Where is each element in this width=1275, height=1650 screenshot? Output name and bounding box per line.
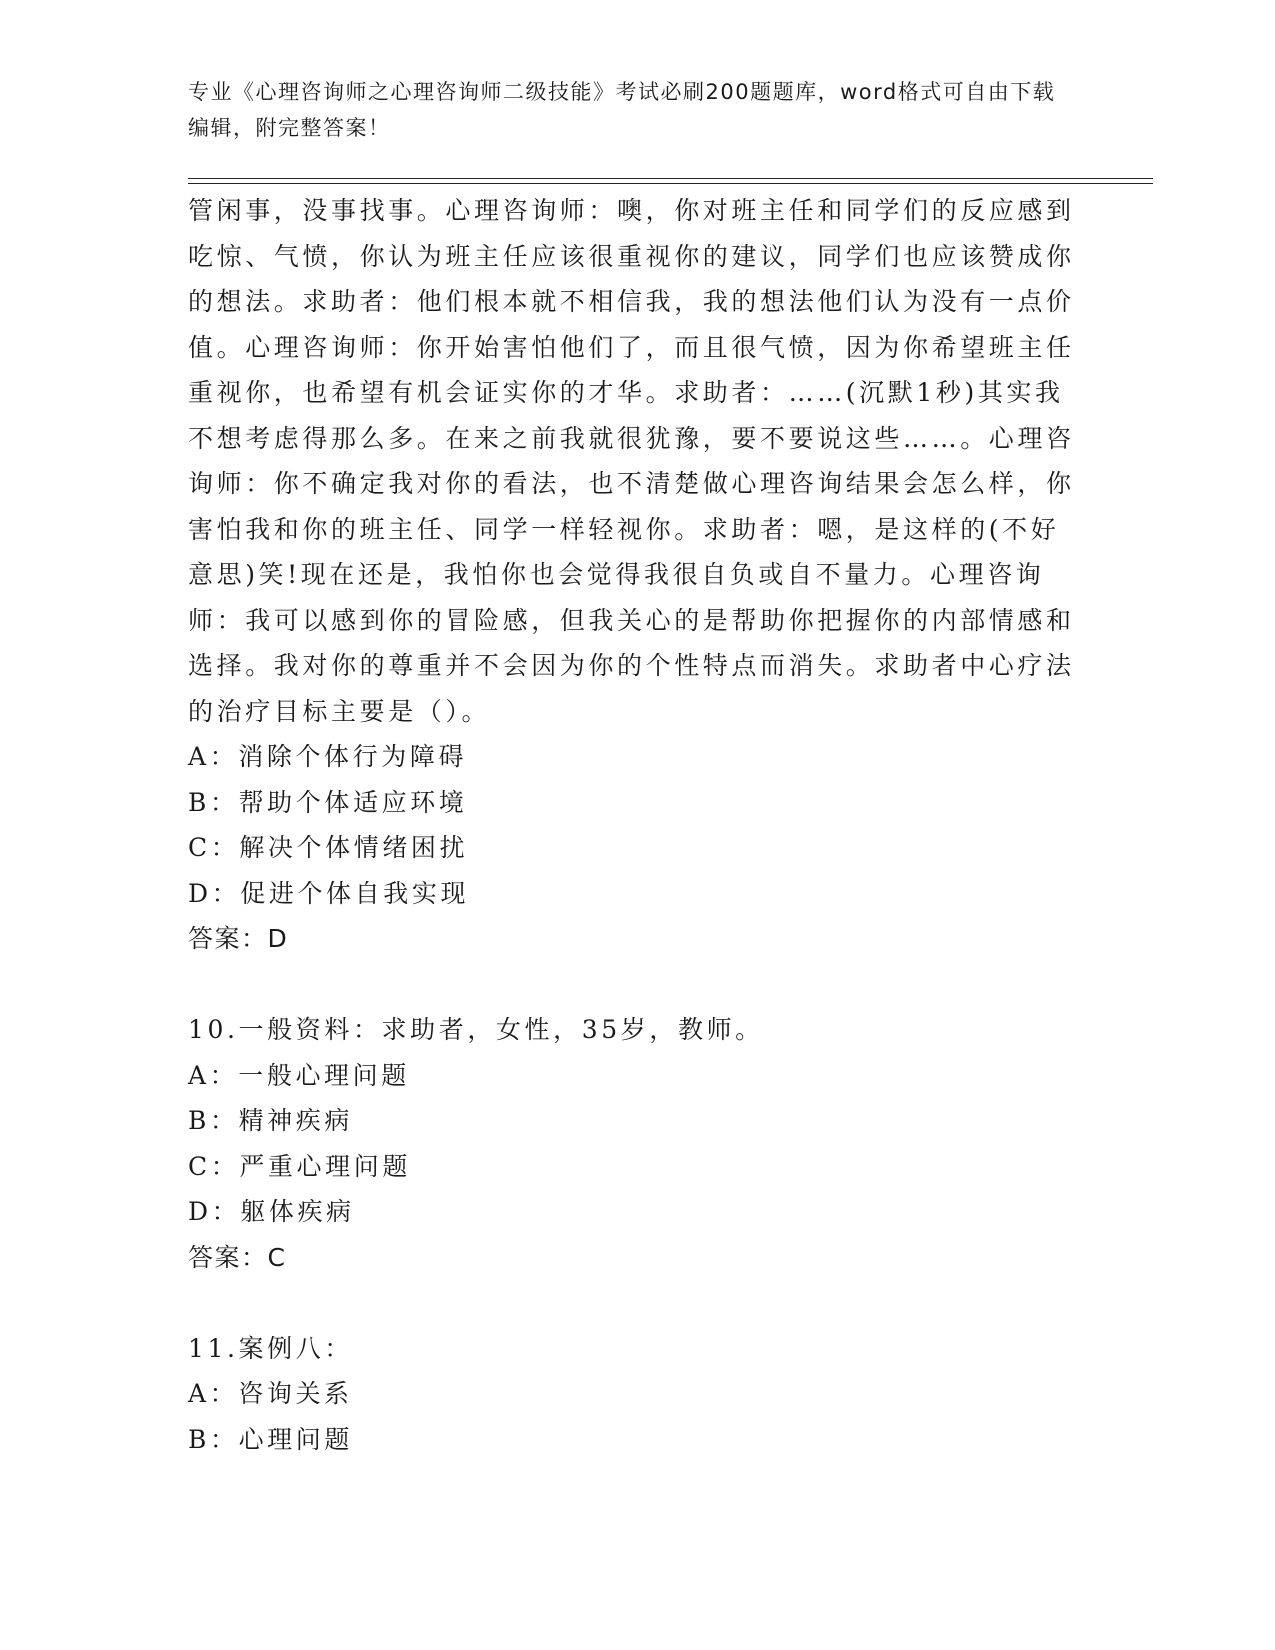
question-11-option-a: A：咨询关系 <box>188 1379 353 1408</box>
question-10-option-c: C：严重心理问题 <box>188 1151 411 1181</box>
question-9-option-b: B：帮助个体适应环境 <box>188 787 468 817</box>
question-11-option-b: B：心理问题 <box>188 1424 353 1454</box>
question-9-answer: 答案：D <box>188 924 289 953</box>
question-9-option-a: A：消除个体行为障碍 <box>188 742 468 771</box>
question-10-option-a: A：一般心理问题 <box>188 1060 410 1090</box>
question-9-option-d: D：促进个体自我实现 <box>188 878 470 908</box>
document-header: 专业《心理咨询师之心理咨询师二级技能》考试必刷200题题库，word格式可自由下载编辑，附完整答案！ <box>188 80 1056 140</box>
spacer <box>188 1280 1078 1326</box>
header-rule-bottom <box>188 183 1153 184</box>
question-9-option-c: C：解决个体情绪困扰 <box>188 833 469 862</box>
spacer <box>188 962 1078 1008</box>
header-rule-top <box>188 178 1153 179</box>
question-10-answer: 答案：C <box>188 1242 287 1272</box>
question-10-option-b: B：精神疾病 <box>188 1106 353 1135</box>
question-10-option-d: D：躯体疾病 <box>188 1197 355 1226</box>
question-9-text: 管闲事，没事找事。心理咨询师：噢，你对班主任和同学们的反应感到吃惊、气愤，你认为班主任应该很重视你的建议，同学们也应该赞成你的想法。求助者：他们根本就不相信我，我的想法他们认为没有一点价值。心理咨询师：你开始害怕他们了，而且很气愤，因为你希望班主任重视你，也希望有机会证实你的才华。求助者：……(沉默1秒)其实我不想考虑得那么多。在来之前我就很犹豫，要不要说这些……。心理咨询师：你不确定我对你的看法，也不清楚做心理咨询结果会怎么样，你害怕我和你的班主任、同学一样轻视你。求助者：嗯，是这样的(不好意思)笑!现在还是，我怕你也会觉得我很自负或自不量力。心理咨询师：我可以感到你的冒险感，但我关心的是帮助你把握你的内部情感和选择。我对你的尊重并不会因为你的个性特点而消失。求助者中心疗法的治疗目标主要是（）。 <box>188 196 1075 726</box>
question-11-text: 11.案例八： <box>188 1333 353 1363</box>
question-10-text: 10.一般资料：求助者，女性，35岁，教师。 <box>188 1015 764 1044</box>
document-body <box>188 188 1078 1462</box>
